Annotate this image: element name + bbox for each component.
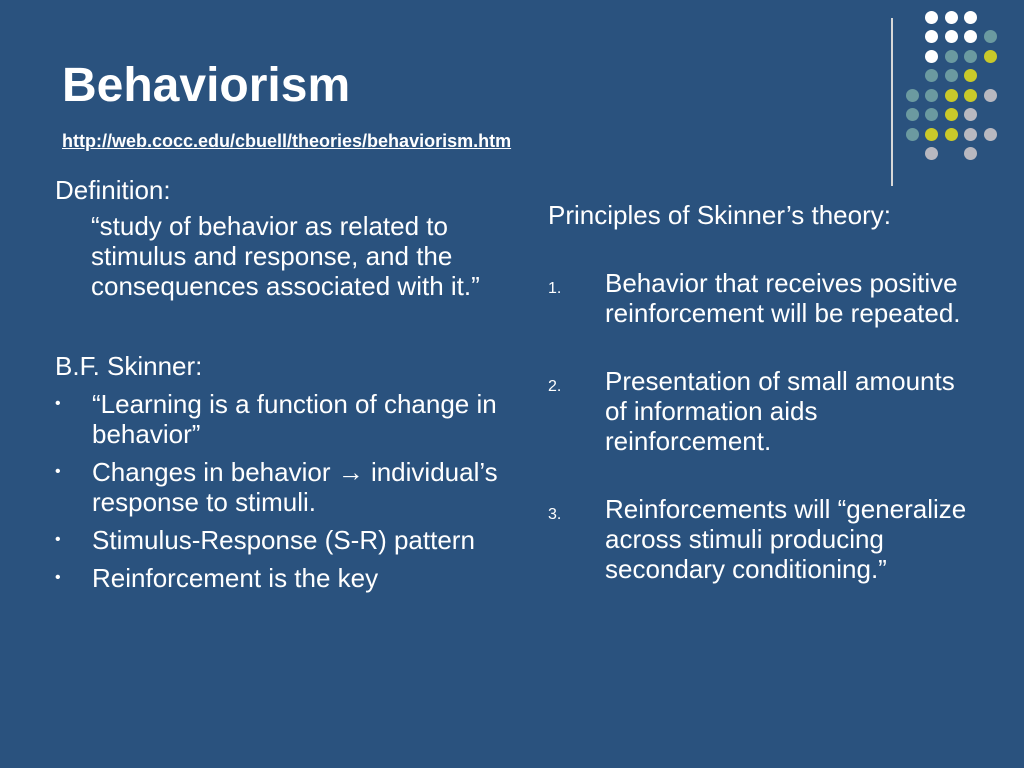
right-column	[548, 200, 978, 622]
decorative-divider	[891, 18, 893, 186]
slide-title: Behaviorism	[62, 59, 351, 112]
list-item	[548, 494, 978, 584]
definition-text: “study of behavior as related to stimulus and response, and the consequences associated with it.”	[91, 211, 480, 301]
decorative-dot	[945, 30, 958, 43]
decorative-dot	[964, 147, 977, 160]
decorative-dot	[945, 50, 958, 63]
list-item	[55, 563, 525, 593]
decorative-dot	[925, 108, 938, 121]
decorative-dot	[945, 69, 958, 82]
list-item	[548, 366, 978, 456]
list-item	[548, 268, 978, 328]
skinner-label: B.F. Skinner:	[55, 351, 203, 381]
decorative-dot	[945, 11, 958, 24]
decorative-dot	[984, 128, 997, 141]
decorative-dot	[964, 69, 977, 82]
skinner-bullet-list	[55, 389, 525, 593]
decorative-dot	[925, 128, 938, 141]
item-text: Behavior that receives positive reinforcement will be repeated.	[605, 268, 961, 328]
bullet-text: Stimulus-Response (S-R) pattern	[92, 525, 475, 555]
decorative-dot	[964, 108, 977, 121]
item-number: 3.	[548, 506, 562, 523]
definition-label: Definition:	[55, 175, 171, 205]
list-item	[55, 457, 525, 517]
decorative-dot	[945, 108, 958, 121]
item-number: 2.	[548, 378, 562, 395]
left-column	[55, 175, 525, 593]
decorative-dot	[925, 11, 938, 24]
decorative-dot	[964, 128, 977, 141]
decorative-dot	[945, 128, 958, 141]
decorative-dot	[964, 30, 977, 43]
item-text: Presentation of small amounts of information aids reinforcement.	[605, 366, 955, 456]
decorative-dot	[984, 50, 997, 63]
decorative-dot	[925, 89, 938, 102]
list-item	[55, 389, 525, 449]
principles-list	[548, 268, 978, 584]
decorative-dot	[906, 128, 919, 141]
decorative-dot	[964, 11, 977, 24]
decorative-dot	[964, 89, 977, 102]
item-number: 1.	[548, 280, 562, 297]
decorative-dot	[925, 147, 938, 160]
bullet-icon: •	[55, 531, 61, 548]
bullet-text: “Learning is a function of change in behavior”	[92, 389, 497, 449]
decorative-dot	[984, 30, 997, 43]
decorative-dot	[984, 89, 997, 102]
bullet-icon: •	[55, 395, 61, 412]
decorative-dot	[964, 50, 977, 63]
item-text: Reinforcements will “generalize across stimuli producing secondary conditioning.”	[605, 494, 967, 584]
bullet-text: Changes in behavior → individual’s response to stimuli.	[92, 457, 498, 517]
decorative-dot	[945, 89, 958, 102]
decorative-dot	[906, 89, 919, 102]
decorative-dot	[925, 30, 938, 43]
principles-heading: Principles of Skinner’s theory:	[548, 200, 891, 230]
decorative-dot	[925, 69, 938, 82]
bullet-text: Reinforcement is the key	[92, 563, 379, 593]
bullet-icon: •	[55, 569, 61, 586]
bullet-icon: •	[55, 463, 61, 480]
source-link[interactable]: http://web.cocc.edu/cbuell/theories/behaviorism.htm	[62, 131, 512, 151]
decorative-dot	[925, 50, 938, 63]
decorative-dot	[906, 108, 919, 121]
list-item	[55, 525, 525, 555]
